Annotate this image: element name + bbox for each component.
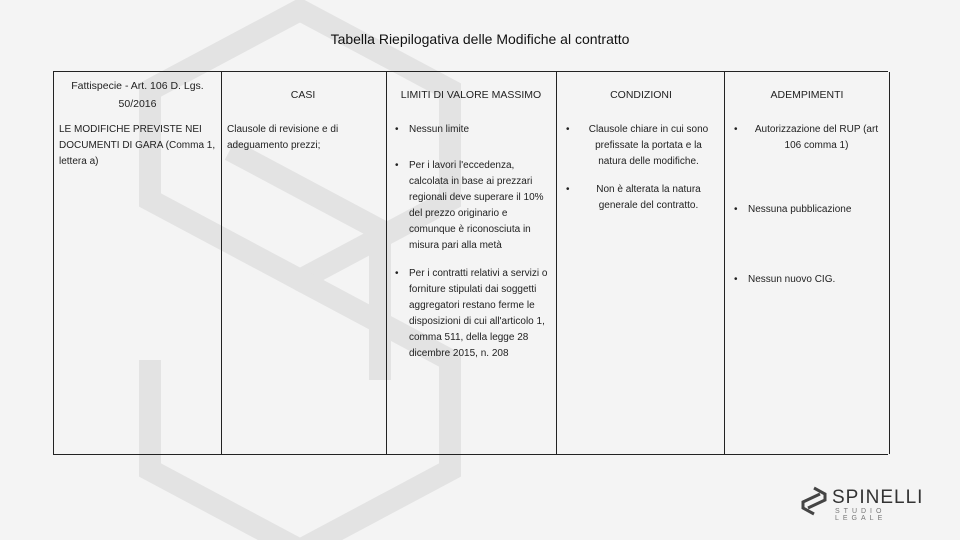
cell-casi-text: Clausole di revisione e di adeguamento prezzi; <box>227 124 339 151</box>
studio-logo <box>800 486 940 522</box>
header-casi: CASI <box>290 88 316 101</box>
column-casi <box>220 72 387 454</box>
adempimenti-bullet: • Autorizzazione del RUP (art 106 comma 1) <box>731 122 885 154</box>
logo-name: SPINELLI <box>832 487 924 508</box>
spinelli-mark-icon <box>800 486 828 516</box>
adempimenti-bullet: • Nessuna pubblicazione <box>731 202 885 218</box>
page-title: Tabella Riepilogativa delle Modifiche al contratto <box>330 31 630 47</box>
header-adempimenti: ADEMPIMENTI <box>770 88 844 101</box>
logo-subtitle: STUDIO LEGALE <box>835 508 887 522</box>
summary-table <box>53 71 888 455</box>
column-fattispecie <box>53 72 222 454</box>
condizioni-bullet: • Clausole chiare in cui sono prefissate la portata e la natura delle modifiche. <box>563 122 717 170</box>
header-limiti: LIMITI DI VALORE MASSIMO <box>400 88 542 101</box>
condizioni-bullet: • Non è alterata la natura generale del contratto. <box>563 182 717 214</box>
column-limiti <box>386 72 556 454</box>
cell-fattispecie-text: LE MODIFICHE PREVISTE NEI DOCUMENTI DI GARA (Comma 1, lettera a) <box>59 124 216 167</box>
column-condizioni <box>556 72 725 454</box>
limiti-bullet: • Nessun limite <box>392 122 550 138</box>
adempimenti-bullet: • Nessun nuovo CIG. <box>731 272 885 288</box>
column-adempimenti <box>724 72 890 454</box>
limiti-bullet: • Per i lavori l'eccedenza, calcolata in base ai prezzari regionali deve superare il 10% del prezzo originario e comunque è riconosciuta in misura pari alla metà <box>392 158 550 254</box>
header-condizioni: CONDIZIONI <box>610 88 672 101</box>
header-fattispecie: Fattispecie - Art. 106 D. Lgs. 50/2016 <box>71 79 204 110</box>
limiti-bullet: • Per i contratti relativi a servizi o forniture stipulati dai soggetti aggregatori restano ferme le disposizioni di cui all'articolo 1, comma 511, della legge 28 dicembre 2015, n. 208 <box>392 266 550 362</box>
